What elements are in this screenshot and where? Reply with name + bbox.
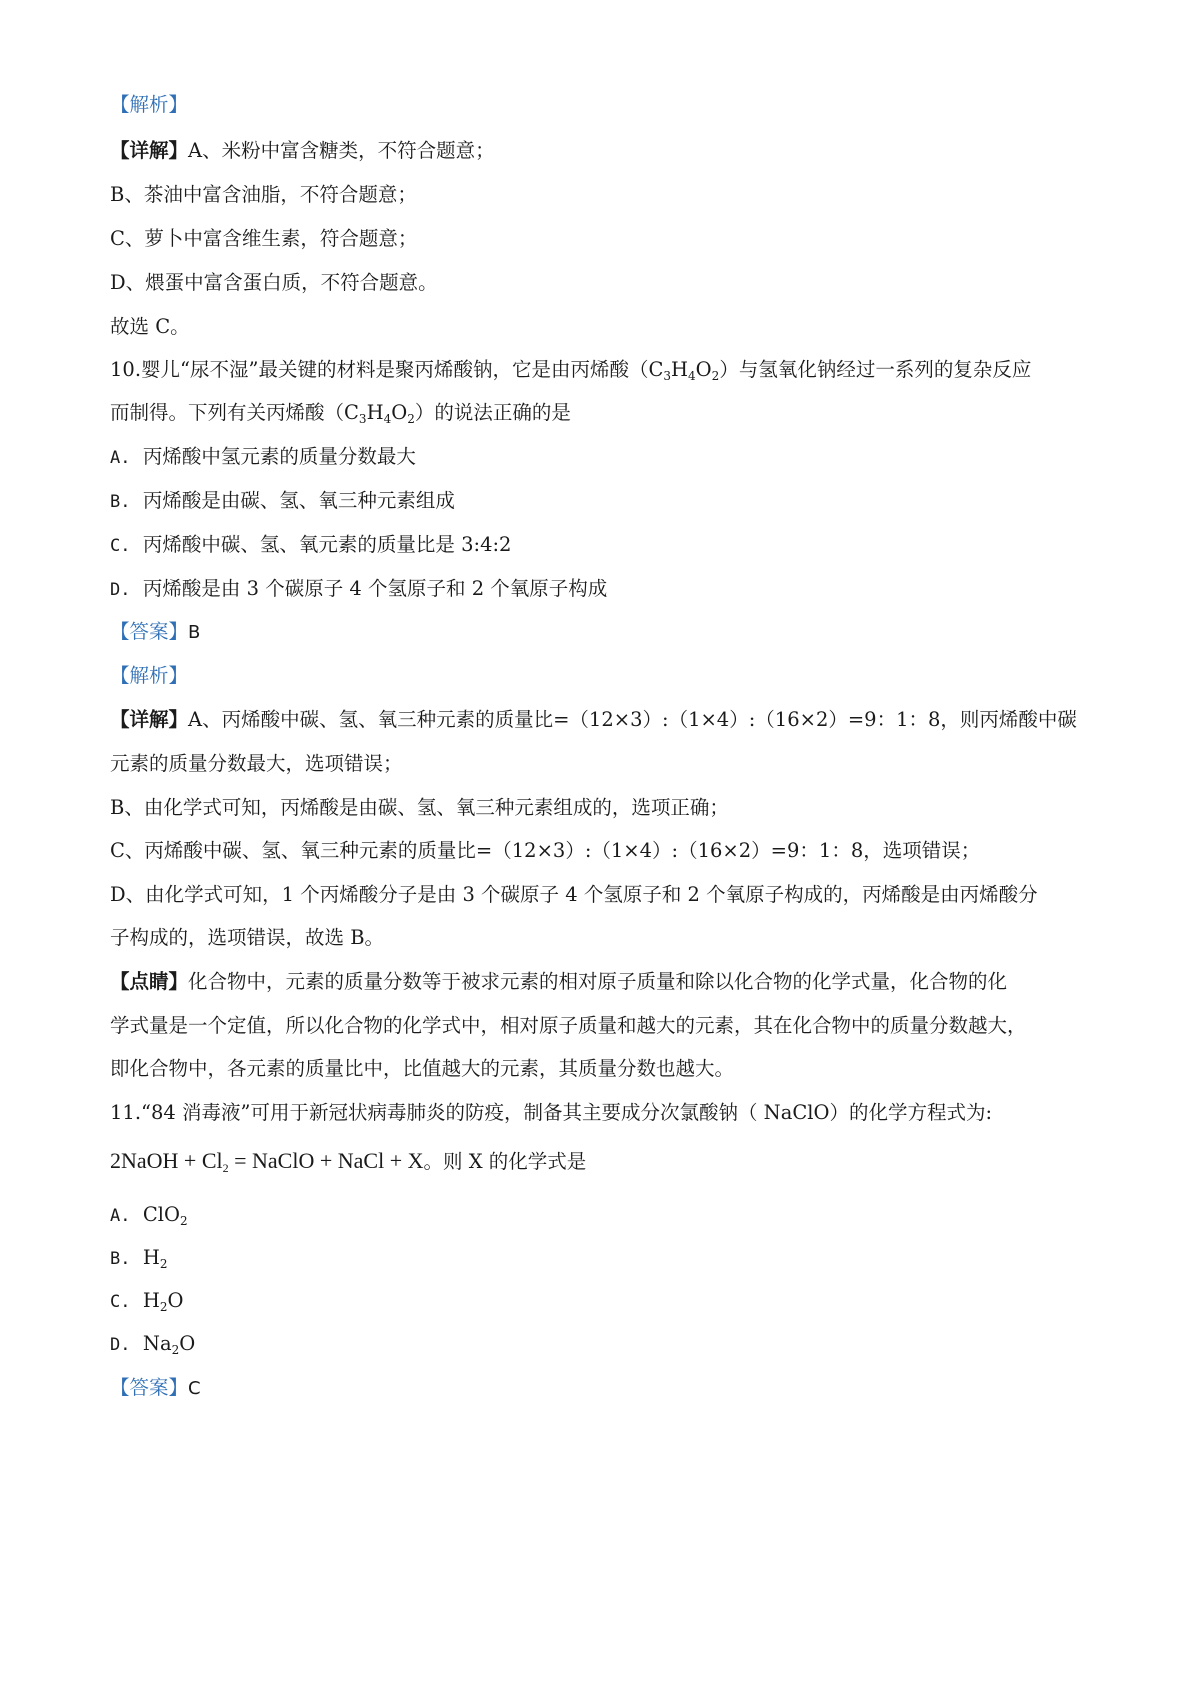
answer-line	[110, 617, 1110, 648]
option-letter: A.	[110, 448, 131, 468]
subscript: 4	[383, 412, 392, 426]
option-letter: D.	[110, 1335, 131, 1355]
subscript: 2	[159, 1257, 168, 1271]
option-formula	[143, 1289, 184, 1312]
equation-part: = NaClO + NaCl + X	[228, 1148, 424, 1173]
subscript: 2	[180, 1214, 188, 1228]
question-stem: 11.“84 消毒液”可用于新冠状病毒肺炎的防疫，制备其主要成分次氯酸钠（ NaClO）的化学方程式为:	[110, 1101, 993, 1124]
stem-text: 。则 X 的化学式是	[423, 1150, 587, 1173]
stem-text: ）与氢氧化钠经过一系列的复杂反应	[719, 358, 1032, 381]
option-c	[110, 530, 1110, 561]
formula-part: H	[142, 1246, 160, 1269]
option-formula	[143, 1332, 195, 1355]
formula-part: H	[142, 1289, 160, 1312]
formula-part: O	[179, 1332, 196, 1355]
answer-line	[110, 1373, 1110, 1404]
equation-line	[110, 1146, 1110, 1177]
detail-line	[110, 136, 1110, 166]
detail-line: D、煨蛋中富含蛋白质，不符合题意。	[110, 271, 438, 294]
subscript: 2	[711, 369, 720, 383]
chemical-equation	[110, 1148, 424, 1173]
subscript: 2	[222, 1161, 229, 1175]
option-b	[110, 1243, 1110, 1274]
detail-line: B、由化学式可知，丙烯酸是由碳、氢、氧三种元素组成的，选项正确；	[110, 796, 729, 819]
subscript: 2	[159, 1300, 168, 1314]
subscript: 2	[171, 1343, 180, 1357]
stem-text: O	[391, 401, 408, 424]
option-text: 丙烯酸中碳、氢、氧元素的质量比是 3:4:2	[142, 533, 512, 556]
option-text: 丙烯酸中氢元素的质量分数最大	[142, 445, 416, 468]
detail-tag: 【详解】	[110, 139, 189, 162]
formula-part: Na	[142, 1332, 172, 1355]
subscript: 2	[407, 412, 415, 426]
stem-text: O	[695, 358, 712, 381]
tip-line: 学式量是一个定值，所以化合物的化学式中，相对原子质量和越大的元素，其在化合物中的质量分数越大，	[110, 1014, 1027, 1037]
stem-text: 10.婴儿“尿不湿”最关键的材料是聚丙烯酸钠，它是由丙烯酸（C	[110, 358, 664, 381]
formula-part: ClO	[142, 1203, 181, 1226]
stem-text: ）的说法正确的是	[414, 401, 571, 424]
option-d	[110, 1329, 1110, 1360]
answer-tag: 【答案】	[110, 1376, 189, 1399]
option-a	[110, 1200, 1110, 1231]
question-stem	[110, 398, 1110, 428]
analysis-heading	[110, 90, 1110, 120]
option-letter: A.	[110, 1206, 131, 1226]
detail-line: B、茶油中富含油脂，不符合题意；	[110, 183, 417, 206]
analysis-tag: 【解析】	[110, 664, 189, 687]
option-text: 丙烯酸是由碳、氢、氧三种元素组成	[142, 489, 455, 512]
formula-part: O	[167, 1289, 184, 1312]
tip-line	[110, 967, 1110, 997]
option-b	[110, 486, 1110, 517]
question-stem	[110, 355, 1110, 385]
detail-line: 元素的质量分数最大，选项错误；	[110, 752, 403, 775]
option-letter: C.	[110, 536, 131, 556]
option-a	[110, 442, 1110, 473]
option-letter: C.	[110, 1292, 131, 1312]
option-letter: B.	[110, 492, 131, 512]
answer-value: C	[188, 1378, 201, 1399]
answer-tag: 【答案】	[110, 620, 189, 643]
option-formula	[143, 1203, 188, 1226]
analysis-heading	[110, 661, 1110, 691]
stem-text: H	[671, 358, 689, 381]
detail-line: 子构成的，选项错误，故选 B。	[110, 926, 385, 949]
analysis-tag: 【解析】	[110, 93, 189, 116]
tip-text: 化合物中，元素的质量分数等于被求元素的相对原子质量和除以化合物的化学式量，化合物的化	[188, 970, 1008, 993]
tip-line: 即化合物中，各元素的质量比中，比值越大的元素，其质量分数也越大。	[110, 1057, 735, 1080]
detail-line: C、萝卜中富含维生素，符合题意；	[110, 227, 418, 250]
option-letter: B.	[110, 1249, 131, 1269]
equation-part: 2NaOH + Cl	[110, 1148, 223, 1173]
subscript: 3	[663, 369, 672, 383]
subscript: 4	[688, 369, 696, 383]
detail-tag: 【详解】	[110, 708, 189, 731]
detail-text: A、丙烯酸中碳、氢、氧三种元素的质量比=（12×3）:（1×4）:（16×2）=9：1：8，则丙烯酸中碳	[188, 708, 1077, 731]
answer-value: B	[188, 622, 201, 643]
conclusion-line: 故选 C。	[110, 315, 190, 338]
subscript: 3	[358, 412, 367, 426]
detail-line: C、丙烯酸中碳、氢、氧三种元素的质量比=（12×3）:（1×4）:（16×2）=9：1：8，选项错误；	[110, 839, 981, 862]
option-d	[110, 574, 1110, 605]
option-formula	[143, 1246, 168, 1269]
tip-tag: 【点睛】	[110, 970, 189, 993]
detail-line	[110, 705, 1110, 735]
option-text: 丙烯酸是由 3 个碳原子 4 个氢原子和 2 个氧原子构成	[142, 577, 608, 600]
option-letter: D.	[110, 580, 131, 600]
stem-text: H	[366, 401, 384, 424]
stem-text: 而制得。下列有关丙烯酸（C	[110, 401, 359, 424]
detail-line: D、由化学式可知，1 个丙烯酸分子是由 3 个碳原子 4 个氢原子和 2 个氧原子构成的，丙烯酸是由丙烯酸分	[110, 883, 1038, 906]
detail-text: A、米粉中富含糖类，不符合题意；	[188, 139, 495, 162]
option-c	[110, 1286, 1110, 1317]
